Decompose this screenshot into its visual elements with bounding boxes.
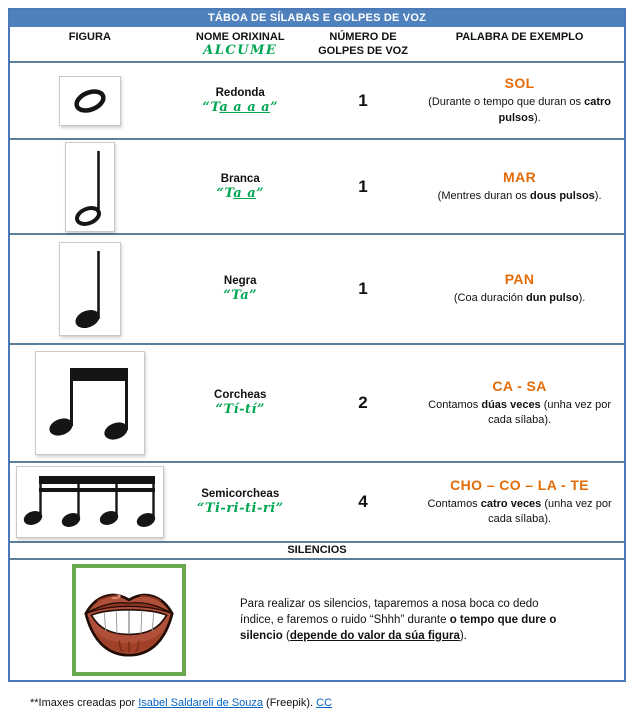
mouth-image: [72, 564, 186, 676]
palabra-cell: [415, 169, 624, 204]
figura-cell: [10, 76, 170, 126]
note-nickname: “Ti-ri-ti-ri”: [196, 501, 284, 516]
table-header-row: [10, 27, 624, 63]
column-header-nome: [170, 30, 311, 61]
note-name: Corcheas: [214, 389, 267, 401]
table-row: [10, 140, 624, 235]
example-word: PAN: [504, 271, 535, 288]
table-title: TÁBOA DE SÍLABAS E GOLPES DE VOZ: [10, 10, 624, 27]
nome-cell: [170, 173, 311, 201]
beats-value: 2: [358, 393, 368, 412]
numero-cell: [311, 279, 415, 299]
numero-cell: [311, 91, 415, 111]
palabra-cell: [415, 477, 624, 528]
column-header-nome-line1: NOME ORIXINAL: [195, 31, 285, 43]
note-nickname: “Ta”: [223, 288, 258, 303]
example-word: CHO – CO – LA - TE: [450, 476, 590, 493]
example-desc: Contamos dúas veces (unha vez por cada sílaba).: [428, 398, 612, 426]
figura-cell: [10, 466, 170, 538]
table-row: [10, 463, 624, 543]
half-note-icon: [65, 142, 115, 232]
silencios-text-wrap: [186, 596, 624, 644]
table-row: [10, 345, 624, 463]
example-word: CA - SA: [492, 377, 547, 394]
nome-cell: [170, 389, 311, 417]
note-name: Branca: [220, 172, 260, 185]
example-word: MAR: [503, 168, 537, 185]
numero-cell: [311, 393, 415, 413]
quarter-note-icon: [59, 242, 121, 336]
column-header-alcume: ALCUME: [203, 43, 278, 58]
example-word: SOL: [504, 75, 535, 92]
figura-cell: [10, 242, 170, 336]
nome-cell: [170, 87, 311, 115]
table-row: [10, 63, 624, 140]
palabra-cell: [415, 75, 624, 126]
note-name: Negra: [223, 275, 257, 287]
figura-cell: [10, 142, 170, 232]
example-desc: Contamos catro veces (unha vez por cada sílaba).: [427, 497, 612, 525]
example-desc: (Coa duración dun pulso).: [453, 292, 586, 305]
silencios-row: [10, 560, 624, 680]
image-credit: **Imaxes creadas por Isabel Saldareli de Souza (Freepik). CC: [30, 697, 333, 709]
nome-cell: [170, 488, 311, 516]
table-row: [10, 235, 624, 345]
beats-value: 1: [358, 90, 368, 110]
note-name: Semicorcheas: [201, 488, 280, 500]
example-desc: (Durante o tempo que duran os catro pulsos).: [428, 96, 612, 124]
numero-cell: [311, 177, 415, 197]
note-nickname: “Ta a a a”: [202, 99, 279, 115]
example-desc: (Mentres duran os dous pulsos).: [437, 189, 602, 202]
nome-cell: [170, 275, 311, 303]
eighth-notes-icon: [35, 351, 145, 455]
credit-link[interactable]: CC: [316, 697, 333, 709]
beats-value: 1: [358, 176, 368, 196]
silencios-header: SILENCIOS: [10, 543, 624, 560]
sixteenth-notes-icon: [16, 466, 164, 538]
column-header-palabra: PALABRA DE EXEMPLO: [455, 31, 584, 43]
whole-note-icon: [59, 76, 121, 126]
numero-cell: [311, 492, 415, 512]
syllables-table: [8, 8, 626, 682]
silencios-instructions: Para realizar os silencios, taparemos a nosa boca co dedo índice, e faremos o ruido “Shhh” durante o tempo que dure o silencio (depende do valor da súa figura).: [240, 597, 557, 643]
palabra-cell: [415, 378, 624, 429]
note-nickname: “Tí-tí”: [215, 402, 265, 417]
column-header-numero: [311, 30, 415, 61]
palabra-cell: [415, 271, 624, 306]
note-name: Redonda: [215, 86, 265, 99]
beats-value: 4: [358, 492, 368, 511]
beats-value: 1: [358, 279, 368, 298]
column-header-numero-line2: GOLPES DE VOZ: [318, 45, 408, 57]
column-header-numero-line1: NÚMERO DE: [329, 31, 397, 43]
figura-cell: [10, 351, 170, 455]
note-nickname: “Ta a”: [216, 185, 265, 201]
credit-link[interactable]: Isabel Saldareli de Souza: [138, 697, 263, 709]
column-header-figura: FIGURA: [68, 31, 111, 43]
